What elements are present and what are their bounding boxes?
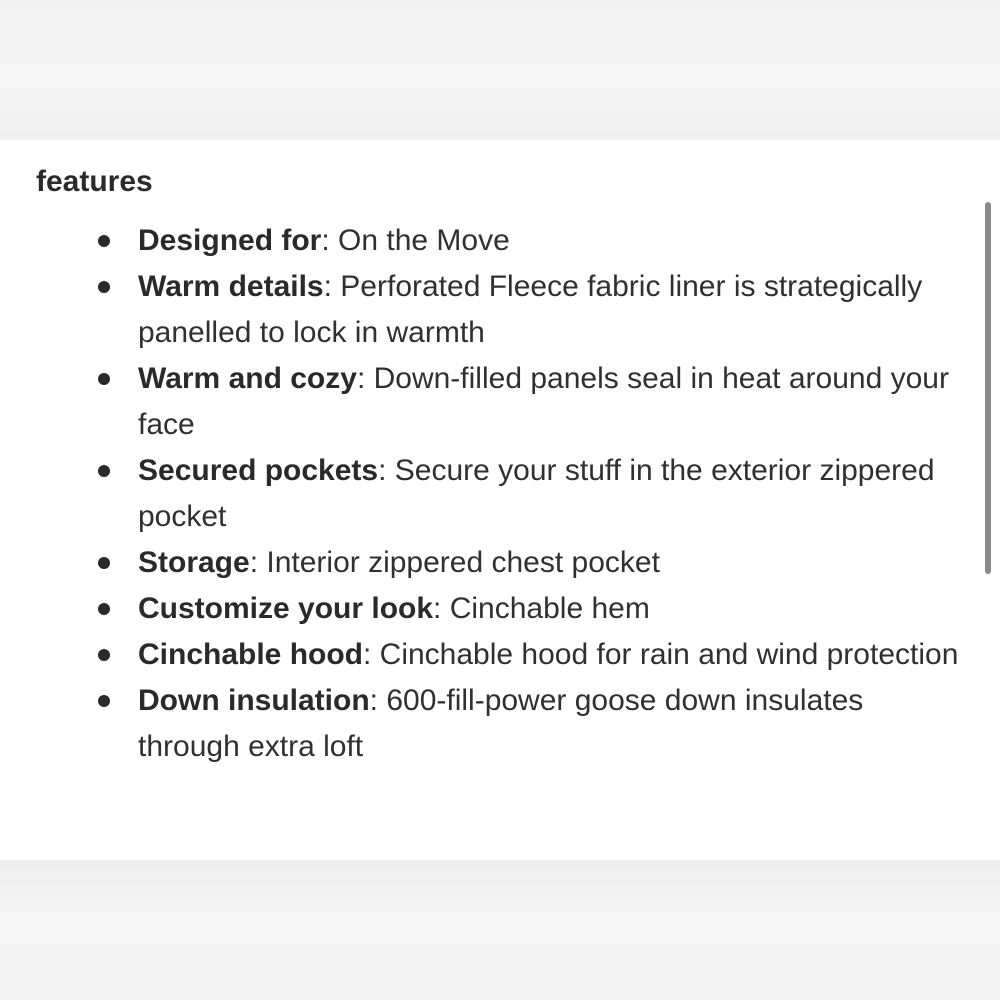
feature-description: Perforated Fleece fabric liner is strategically panelled to lock in warmth bbox=[138, 270, 923, 349]
bullet-dot-icon bbox=[98, 695, 110, 707]
feature-item bbox=[138, 540, 973, 586]
features-heading: features bbox=[36, 165, 153, 198]
feature-description: On the Move bbox=[338, 224, 510, 257]
scrollbar-thumb[interactable] bbox=[985, 202, 991, 574]
features-list bbox=[138, 218, 973, 770]
feature-separator: : bbox=[433, 592, 450, 625]
bullet-dot-icon bbox=[98, 281, 110, 293]
bullet-dot-icon bbox=[98, 373, 110, 385]
feature-name: Storage bbox=[138, 546, 250, 579]
feature-name: Down insulation bbox=[138, 684, 370, 717]
feature-separator: : bbox=[378, 454, 395, 487]
blurred-background-top bbox=[0, 0, 1000, 140]
feature-description: Cinchable hem bbox=[449, 592, 650, 625]
feature-separator: : bbox=[356, 362, 374, 395]
bullet-dot-icon bbox=[98, 235, 110, 247]
feature-name: Designed for bbox=[138, 224, 322, 257]
feature-name: Secured pockets bbox=[138, 454, 379, 487]
blurred-background-bottom bbox=[0, 860, 1000, 1000]
feature-separator: : bbox=[249, 546, 267, 579]
feature-item bbox=[138, 356, 973, 448]
bullet-dot-icon bbox=[98, 649, 110, 661]
bullet-dot-icon bbox=[98, 465, 110, 477]
feature-separator: : bbox=[321, 224, 339, 257]
feature-item bbox=[138, 632, 973, 678]
feature-description: Secure your stuff in the exterior zippered pocket bbox=[138, 454, 935, 533]
feature-name: Warm details bbox=[138, 270, 324, 303]
vertical-scrollbar[interactable] bbox=[982, 202, 994, 574]
feature-item bbox=[138, 264, 973, 356]
feature-separator: : bbox=[369, 684, 387, 717]
feature-separator: : bbox=[323, 270, 341, 303]
feature-description: Down-filled panels seal in heat around your face bbox=[138, 362, 949, 441]
feature-description: Interior zippered chest pocket bbox=[266, 546, 660, 579]
bullet-dot-icon bbox=[98, 603, 110, 615]
feature-separator: : bbox=[363, 638, 380, 671]
feature-item bbox=[138, 448, 973, 540]
feature-item bbox=[138, 678, 973, 770]
feature-name: Customize your look bbox=[138, 592, 434, 625]
feature-item bbox=[138, 218, 973, 264]
feature-item bbox=[138, 586, 973, 632]
feature-description: 600-fill-power goose down insulates through extra loft bbox=[138, 684, 864, 763]
features-panel[interactable] bbox=[0, 140, 1000, 860]
bullet-dot-icon bbox=[98, 557, 110, 569]
feature-name: Warm and cozy bbox=[138, 362, 357, 395]
feature-name: Cinchable hood bbox=[138, 638, 363, 671]
feature-description: Cinchable hood for rain and wind protection bbox=[379, 638, 959, 671]
